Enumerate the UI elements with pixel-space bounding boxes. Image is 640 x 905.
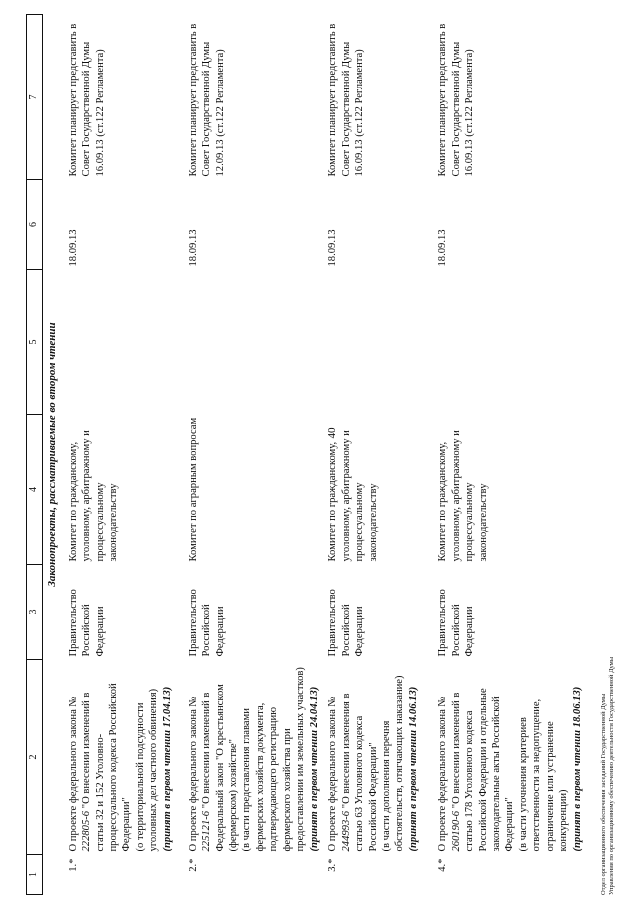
bill-number: 225121-6 — [201, 810, 213, 852]
table-row — [182, 15, 322, 895]
header-col-7: 7 — [27, 15, 43, 180]
row-number: 1.* — [67, 858, 79, 872]
bills-table — [26, 14, 591, 895]
bill-description — [62, 660, 182, 855]
bill-reading-status: (принят в первом чтении 17.04.13) — [161, 686, 173, 852]
consideration-date: 18.09.13 — [327, 229, 339, 267]
footer-line-2: Управления по организационному обеспечению деятельности Государственной Думы — [608, 656, 616, 895]
row-number: 2.* — [187, 858, 199, 872]
table-header-row — [27, 15, 43, 895]
responsible-committee: Комитет по гражданскому, уголовному, арбитражному и процессуальному законодательству — [67, 430, 120, 562]
col-5-cell — [321, 270, 431, 415]
bill-description — [182, 660, 322, 855]
bill-author: Правительство Российской Федерации — [327, 589, 366, 657]
bill-author: Правительство Российской Федерации — [187, 589, 226, 657]
bill-note: (в части дополнения перечня обстоятельств, отягчающих наказание) — [381, 675, 406, 852]
footer — [600, 15, 616, 895]
committee-plan: Комитет планирует представить в Совет Государственной Думы 12.09.13 (ст.122 Регламента) — [187, 23, 226, 177]
bill-reading-status: (принят в первом чтении 24.04.13) — [308, 686, 320, 852]
col-5-cell — [431, 270, 591, 415]
consideration-date: 18.09.13 — [437, 229, 449, 267]
bill-description — [321, 660, 431, 855]
page-number: 40 — [326, 427, 338, 439]
bill-number: 260190-6 — [450, 810, 462, 852]
bill-author: Правительство Российской Федерации — [437, 589, 476, 657]
header-col-5: 5 — [27, 270, 43, 415]
header-col-6: 6 — [27, 180, 43, 270]
section-row — [42, 15, 61, 895]
bill-title: "О внесении изменений в Федеральный закон "О крестьянском (фермерском) хозяйстве" — [201, 684, 240, 852]
col-5-cell — [182, 270, 322, 415]
committee-plan: Комитет планирует представить в Совет Государственной Думы 16.09.13 (ст.122 Регламента) — [437, 23, 476, 177]
row-number: 4.* — [437, 858, 449, 872]
bill-reading-status: (принят в первом чтении 14.06.13) — [407, 686, 419, 852]
bill-note: (в части уточнения критериев ответственности за недопущение, ограничение или устранение конкуренции) — [517, 698, 570, 852]
bill-title: "О внесении изменений в статью 178 Уголовного кодекса Российской Федерации и отдельные законодательные акты Российской Федерации" — [450, 688, 516, 852]
committee-plan: Комитет планирует представить в Совет Государственной Думы 16.09.13 (ст.122 Регламента) — [67, 23, 106, 177]
bill-title-prefix: О проекте федерального закона № — [327, 696, 339, 852]
consideration-date: 18.09.13 — [67, 229, 79, 267]
bill-title-prefix: О проекте федерального закона № — [67, 696, 79, 852]
bill-number: 244993-6 — [340, 810, 352, 852]
bill-title: "О внесении изменений в статьи 32 и 152 Уголовно-процессуального кодекса Российской Федерации" — [81, 683, 133, 852]
header-col-4: 4 — [27, 415, 43, 565]
bill-title-prefix: О проекте федерального закона № — [437, 696, 449, 852]
row-number: 3.* — [327, 858, 339, 872]
responsible-committee: Комитет по аграрным вопросам — [187, 417, 199, 562]
responsible-committee: Комитет по гражданскому, уголовному, арбитражному и процессуальному законодательству — [437, 430, 489, 562]
bill-title-prefix: О проекте федерального закона № — [187, 696, 199, 852]
consideration-date: 18.09.13 — [187, 229, 199, 267]
table-row — [431, 15, 591, 895]
bill-note: (в части представления главами фермерских хозяйств документа, подтверждающего регистрацию фермерского хозяйства при предоставлении им земельных участков) — [241, 667, 307, 852]
col-5-cell — [62, 270, 182, 415]
bill-title: "О внесении изменения в статью 63 Уголовного кодекса Российской Федерации" — [340, 693, 379, 852]
bill-author: Правительство Российской Федерации — [67, 589, 106, 657]
committee-plan: Комитет планирует представить в Совет Государственной Думы 16.09.13 (ст.122 Регламента) — [327, 23, 366, 177]
bill-description — [431, 660, 591, 855]
table-row — [62, 15, 182, 895]
footer-line-1: Отдел организационного обеспечения заседаний Государственной Думы — [600, 693, 607, 895]
responsible-committee: Комитет по гражданскому, уголовному, арбитражному и процессуальному законодательству — [327, 430, 379, 562]
header-col-1: 1 — [27, 855, 43, 895]
bill-reading-status: (принят в первом чтении 18.06.13) — [571, 686, 583, 852]
table-row — [321, 15, 431, 895]
bill-note: (о территориальной подсудности уголовных дел частного обвинения) — [134, 688, 160, 852]
header-col-3: 3 — [27, 565, 43, 660]
document-sheet — [26, 15, 616, 895]
bill-number: 222805-6 — [81, 810, 93, 852]
header-col-2: 2 — [27, 660, 43, 855]
section-title: Законопроекты, рассматриваемые во втором чтении — [45, 322, 58, 587]
